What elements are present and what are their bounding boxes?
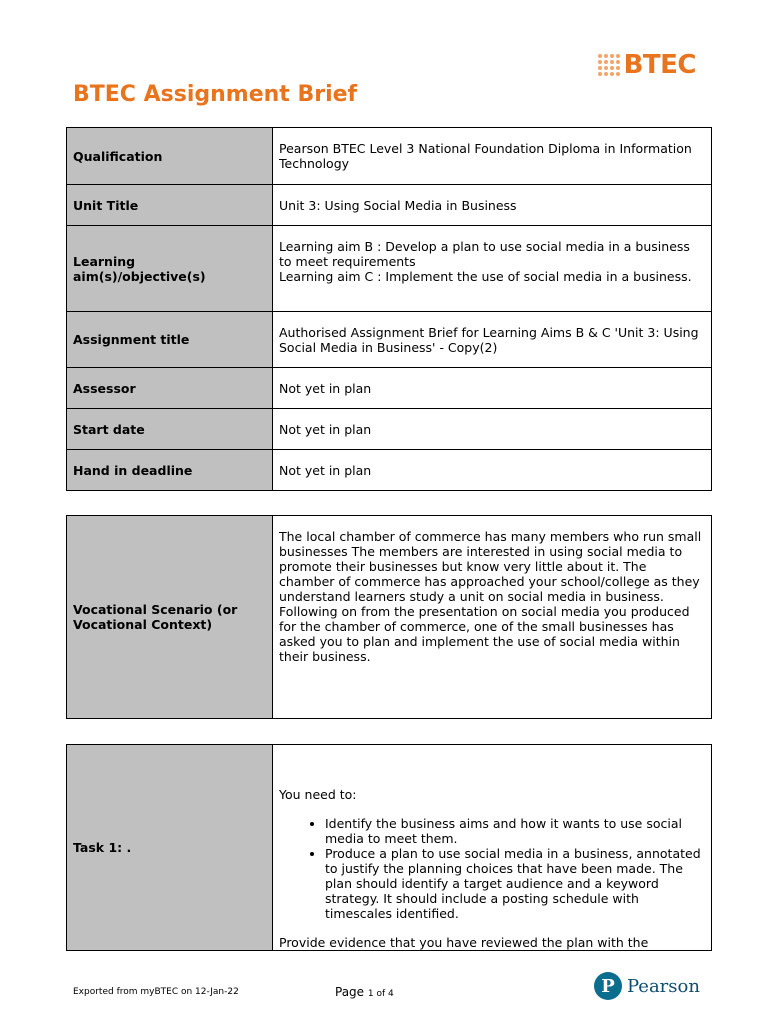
row-label: Assessor <box>67 368 273 409</box>
row-value: Not yet in plan <box>273 450 712 491</box>
table-row <box>67 409 712 450</box>
assignment-info-table <box>66 127 712 491</box>
export-note: Exported from myBTEC on 12-Jan-22 <box>73 987 239 997</box>
task-continued-text: Provide evidence that you have reviewed the plan with the <box>279 935 649 950</box>
table-row <box>67 185 712 226</box>
document-title: BTEC Assignment Brief <box>73 82 358 107</box>
table-row <box>67 368 712 409</box>
row-label: Unit Title <box>67 185 273 226</box>
learning-aim-line: Learning aim C : Implement the use of social media in a business. <box>279 269 692 284</box>
table-row <box>67 745 712 951</box>
pearson-p-icon: P <box>594 972 622 1000</box>
row-label: Hand in deadline <box>67 450 273 491</box>
logo-text: BTEC <box>623 50 696 80</box>
task-bullet-list <box>279 816 705 921</box>
task-intro: You need to: <box>279 787 357 802</box>
row-value: Unit 3: Using Social Media in Business <box>273 185 712 226</box>
page-number <box>335 985 394 999</box>
table-row <box>67 312 712 368</box>
table-row <box>67 226 712 312</box>
list-item: • Identify the business aims and how it wants to use social media to meet them. <box>325 816 705 846</box>
list-item: • Produce a plan to use social media in a business, annotated to justify the planning choices that have been made. The plan should identify a target audience and a keyword strategy. It should include a posting schedule with timescales identified. <box>325 846 705 921</box>
pearson-logo <box>594 972 700 1000</box>
row-value: Pearson BTEC Level 3 National Foundation Diploma in Information Technology <box>273 128 712 185</box>
logo-dots-icon <box>598 54 620 76</box>
row-value <box>273 226 712 312</box>
task-label: Task 1: . <box>67 745 273 951</box>
table-row <box>67 128 712 185</box>
row-value: Not yet in plan <box>273 409 712 450</box>
table-row <box>67 516 712 719</box>
row-label: Learning aim(s)/objective(s) <box>67 226 273 312</box>
scenario-text: The local chamber of commerce has many members who run small businesses The members are interested in using social media to promote their businesses but know very little about it. The chamber of commerce has approached your school/college as they understand learners study a unit on social media in business. Following on from the presentation on social media you produced for the chamber of commerce, one of the small businesses has asked you to plan and implement the use of social media within their business. <box>273 516 712 719</box>
table-row <box>67 450 712 491</box>
row-value: Authorised Assignment Brief for Learning Aims B & C 'Unit 3: Using Social Media in Business' - Copy(2) <box>273 312 712 368</box>
task-table <box>66 744 712 951</box>
learning-aim-line: Learning aim B : Develop a plan to use social media in a business to meet requirements <box>279 239 690 269</box>
btec-logo <box>598 50 696 80</box>
row-label: Assignment title <box>67 312 273 368</box>
scenario-label: Vocational Scenario (or Vocational Context) <box>67 516 273 719</box>
task-content <box>273 745 712 951</box>
scenario-table <box>66 515 712 719</box>
row-value: Not yet in plan <box>273 368 712 409</box>
page-of: 1 of 4 <box>367 989 394 999</box>
page-word: Page <box>335 985 365 999</box>
row-label: Start date <box>67 409 273 450</box>
row-label: Qualification <box>67 128 273 185</box>
pearson-wordmark: Pearson <box>627 975 700 997</box>
